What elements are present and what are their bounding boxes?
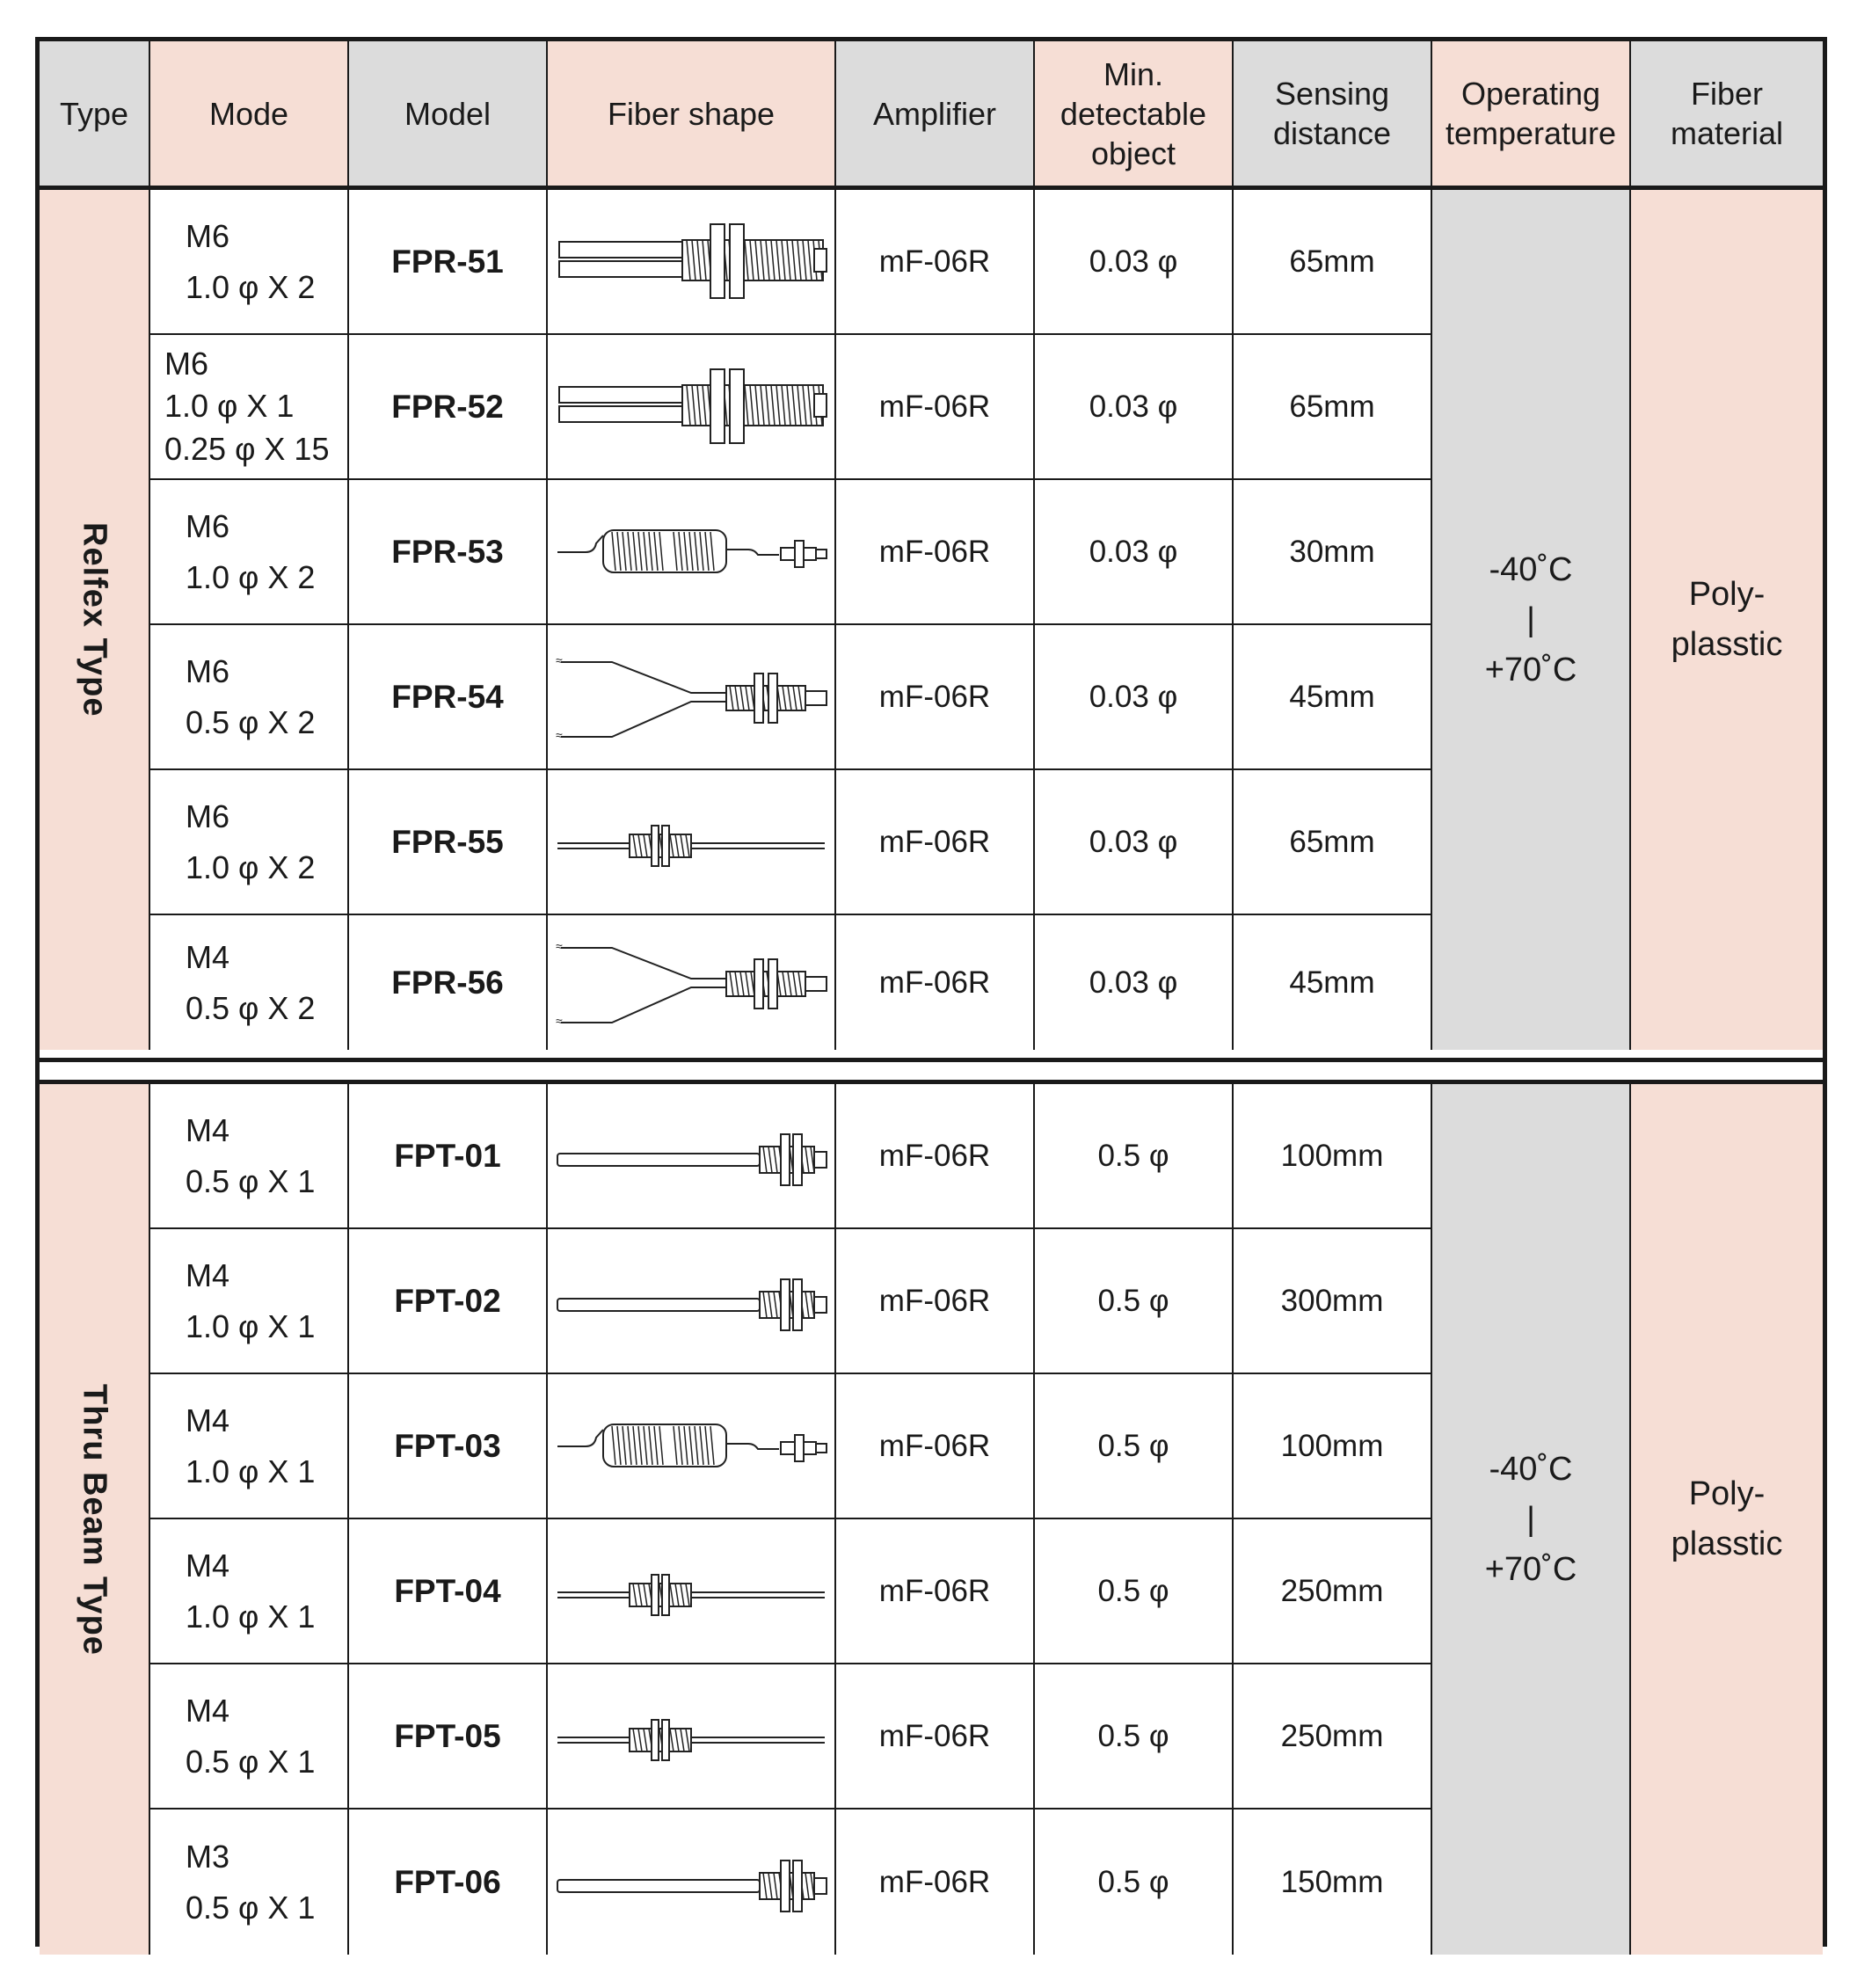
- fiber-shape-cell: [548, 1229, 836, 1374]
- header-fiber-shape-label: Fiber shape: [607, 95, 776, 132]
- mode-line: M6: [186, 797, 230, 834]
- amplifier-value: mF-06R: [878, 1283, 991, 1318]
- min-object-cell: [1035, 770, 1234, 915]
- model-number: FPT-02: [394, 1282, 501, 1319]
- model-number: FPR-56: [391, 964, 504, 1001]
- mode-line: 0.5 φ X 2: [186, 703, 316, 740]
- model-cell: [349, 190, 548, 335]
- min-object-value: 0.5 φ: [1097, 1428, 1169, 1463]
- header-operating-temperature: [1432, 41, 1631, 187]
- header-operating-line: temperature: [1445, 115, 1617, 151]
- mode-line: 1.0 φ X 1: [164, 388, 295, 425]
- mode-line: M6: [186, 217, 230, 254]
- fiber-shape-cell: [548, 335, 836, 480]
- mode-lines: [186, 1831, 315, 1933]
- mode-cell: [150, 1229, 349, 1374]
- header-fiber-shape: [548, 41, 836, 187]
- header-mode: [150, 41, 349, 187]
- svg-text:≈: ≈: [556, 727, 563, 742]
- min-object-value: 0.03 φ: [1089, 824, 1178, 859]
- model-number: FPT-04: [394, 1572, 501, 1609]
- amplifier-cell: [836, 1084, 1035, 1229]
- amplifier-value: mF-06R: [878, 824, 991, 859]
- sensing-distance-value: 65mm: [1289, 824, 1375, 859]
- amplifier-cell: [836, 625, 1035, 770]
- header-fiber-material: [1631, 41, 1823, 187]
- fiber-shape-cell: [548, 1810, 836, 1955]
- mode-cell: [150, 770, 349, 915]
- amplifier-value: mF-06R: [878, 1718, 991, 1753]
- min-object-value: 0.5 φ: [1097, 1573, 1169, 1608]
- min-object-value: 0.03 φ: [1089, 389, 1178, 424]
- amplifier-cell: [836, 1810, 1035, 1955]
- mode-line: 0.5 φ X 1: [186, 1162, 316, 1199]
- min-object-cell: [1035, 1810, 1234, 1955]
- sensing-distance-cell: [1234, 335, 1432, 480]
- header-min-object-line: object: [1090, 135, 1176, 171]
- min-object-cell: [1035, 1519, 1234, 1664]
- mode-lines: [186, 791, 315, 892]
- model-cell: [349, 625, 548, 770]
- amplifier-cell: [836, 480, 1035, 625]
- header-sensing-line: distance: [1272, 115, 1392, 151]
- min-object-value: 0.5 φ: [1097, 1718, 1169, 1753]
- amplifier-cell: [836, 770, 1035, 915]
- mode-line: M6: [164, 345, 209, 382]
- sensing-distance-cell: [1234, 1229, 1432, 1374]
- model-cell: [349, 1084, 548, 1229]
- operating-temperature-cell: [1432, 190, 1631, 1050]
- header-min-object-line: Min.: [1103, 55, 1163, 92]
- min-object-value: 0.03 φ: [1089, 965, 1178, 1000]
- amplifier-cell: [836, 190, 1035, 335]
- min-object-cell: [1035, 625, 1234, 770]
- fiber-material-line: plasstic: [1671, 626, 1783, 663]
- mode-lines: [186, 1395, 315, 1496]
- mode-lines: [186, 1540, 315, 1642]
- mode-line: 0.5 φ X 1: [186, 1889, 316, 1926]
- type-cell: [40, 190, 150, 1050]
- amplifier-cell: [836, 1374, 1035, 1519]
- header-sensing-line: Sensing: [1274, 76, 1390, 112]
- min-object-cell: [1035, 190, 1234, 335]
- sensing-distance-value: 45mm: [1289, 679, 1375, 714]
- model-number: FPT-05: [394, 1717, 501, 1754]
- amplifier-cell: [836, 1229, 1035, 1374]
- amplifier-cell: [836, 1664, 1035, 1810]
- fiber-material-line: Poly-: [1688, 576, 1766, 613]
- operating-temperature-cell: [1432, 1084, 1631, 1955]
- min-object-value: 0.5 φ: [1097, 1864, 1169, 1899]
- temperature-low: -40˚C: [1489, 550, 1573, 588]
- type-cell: [40, 1084, 150, 1955]
- model-number: FPT-01: [394, 1137, 501, 1174]
- amplifier-value: mF-06R: [878, 1573, 991, 1608]
- end-threaded-fiber-icon: [550, 1825, 832, 1940]
- mode-line: 0.5 φ X 2: [186, 989, 316, 1026]
- model-cell: [349, 1229, 548, 1374]
- mode-cell: [150, 190, 349, 335]
- header-fiber-material-line: Fiber: [1690, 76, 1764, 112]
- fiber-shape-cell: [548, 770, 836, 915]
- model-cell: [349, 1664, 548, 1810]
- mode-line: M4: [186, 1692, 230, 1729]
- mode-lines: [186, 1686, 315, 1787]
- fiber-material-cell: [1631, 190, 1823, 1050]
- amplifier-value: mF-06R: [878, 965, 991, 1000]
- model-cell: [349, 480, 548, 625]
- fiber-material-line: plasstic: [1671, 1526, 1783, 1562]
- mode-line: 1.0 φ X 2: [186, 558, 316, 595]
- mode-cell: [150, 1810, 349, 1955]
- mode-cell: [150, 1084, 349, 1229]
- header-mode-label: Mode: [208, 95, 289, 132]
- model-cell: [349, 1519, 548, 1664]
- min-object-cell: [1035, 1229, 1234, 1374]
- header-model-label: Model: [404, 95, 492, 132]
- amplifier-value: mF-06R: [878, 244, 991, 279]
- amplifier-cell: [836, 335, 1035, 480]
- temperature-separator: |: [1526, 1500, 1535, 1538]
- sensing-distance-cell: [1234, 480, 1432, 625]
- mode-cell: [150, 480, 349, 625]
- model-number: FPR-52: [391, 388, 504, 425]
- sensing-distance-value: 45mm: [1289, 965, 1375, 1000]
- header-amplifier: [836, 41, 1035, 187]
- model-number: FPR-55: [391, 823, 504, 860]
- svg-text:≈: ≈: [556, 1013, 563, 1028]
- min-object-cell: [1035, 1084, 1234, 1229]
- mode-lines: [186, 932, 315, 1033]
- svg-text:≈: ≈: [556, 938, 563, 953]
- amplifier-value: mF-06R: [878, 1864, 991, 1899]
- inline-threaded-fiber-icon: [550, 1534, 832, 1649]
- amplifier-cell: [836, 915, 1035, 1050]
- header-min-object-line: detectable: [1060, 95, 1207, 132]
- fiber-shape-cell: [548, 480, 836, 625]
- model-number: FPR-51: [391, 243, 504, 280]
- sensing-distance-value: 65mm: [1289, 389, 1375, 424]
- mode-line: M4: [186, 1402, 230, 1438]
- model-cell: [349, 335, 548, 480]
- mode-lines: [186, 646, 315, 747]
- amplifier-value: mF-06R: [878, 1428, 991, 1463]
- fiber-shape-cell: [548, 625, 836, 770]
- sensing-distance-cell: [1234, 1519, 1432, 1664]
- min-object-value: 0.5 φ: [1097, 1138, 1169, 1173]
- inline-threaded-fiber-icon: [550, 785, 832, 899]
- amplifier-cell: [836, 1519, 1035, 1664]
- mode-cell: [150, 1519, 349, 1664]
- fiber-material-cell: [1631, 1084, 1823, 1955]
- sensing-distance-value: 100mm: [1280, 1428, 1384, 1463]
- min-object-cell: [1035, 915, 1234, 1050]
- min-object-cell: [1035, 1664, 1234, 1810]
- header-min-object: [1035, 41, 1234, 187]
- fiber-shape-cell: [548, 915, 836, 1050]
- model-number: FPR-53: [391, 533, 504, 570]
- type-label: Thru Beam Type: [76, 1383, 113, 1656]
- sensing-distance-value: 250mm: [1280, 1718, 1384, 1753]
- min-object-value: 0.03 φ: [1089, 534, 1178, 569]
- sensing-distance-value: 65mm: [1289, 244, 1375, 279]
- sensing-distance-cell: [1234, 1810, 1432, 1955]
- mode-cell: [150, 1374, 349, 1519]
- mode-line: M4: [186, 1547, 230, 1584]
- sensing-distance-value: 30mm: [1289, 534, 1375, 569]
- model-number: FPT-03: [394, 1427, 501, 1464]
- split-fiber-probe-icon: [550, 926, 832, 1040]
- mode-lines: [186, 1105, 315, 1206]
- mode-cell: [150, 915, 349, 1050]
- mode-lines: [186, 1250, 315, 1351]
- fiber-shape-cell: [548, 1374, 836, 1519]
- temperature-high: +70˚C: [1484, 651, 1577, 688]
- mode-line: 1.0 φ X 2: [186, 848, 316, 885]
- min-object-cell: [1035, 335, 1234, 480]
- mode-line: M4: [186, 1111, 230, 1148]
- sensing-distance-cell: [1234, 190, 1432, 335]
- mode-lines: [186, 501, 315, 602]
- header-sensing-distance: [1234, 41, 1432, 187]
- sensing-distance-value: 300mm: [1280, 1283, 1384, 1318]
- temperature-separator: |: [1526, 601, 1535, 638]
- group-divider-top: [40, 1058, 1823, 1062]
- sensing-distance-cell: [1234, 1664, 1432, 1810]
- sensing-distance-cell: [1234, 1084, 1432, 1229]
- mode-line: 0.5 φ X 1: [186, 1743, 316, 1780]
- mode-line: M6: [186, 652, 230, 689]
- header-operating-line: Operating: [1460, 76, 1601, 112]
- mode-lines: [186, 211, 315, 312]
- coiled-fiber-icon: [550, 1389, 832, 1504]
- model-cell: [349, 770, 548, 915]
- fiber-sensor-spec-table: [35, 37, 1827, 1947]
- amplifier-value: mF-06R: [878, 679, 991, 714]
- mode-line: M4: [186, 1256, 230, 1293]
- amplifier-value: mF-06R: [878, 389, 991, 424]
- mode-line: 1.0 φ X 1: [186, 1307, 316, 1344]
- min-object-cell: [1035, 480, 1234, 625]
- model-cell: [349, 915, 548, 1050]
- coiled-fiber-icon: [550, 495, 832, 609]
- amplifier-value: mF-06R: [878, 1138, 991, 1173]
- mode-line: 1.0 φ X 1: [186, 1598, 316, 1635]
- min-object-value: 0.5 φ: [1097, 1283, 1169, 1318]
- threaded-reflex-probe-icon: [550, 205, 832, 319]
- mode-line: 1.0 φ X 1: [186, 1453, 316, 1489]
- split-fiber-probe-icon: [550, 640, 832, 754]
- header-fiber-material-line: material: [1670, 115, 1784, 151]
- mode-line: M6: [186, 507, 230, 544]
- type-label: Relfex Type: [76, 522, 113, 717]
- mode-cell: [150, 335, 349, 480]
- header-type: [40, 41, 150, 187]
- mode-line: M3: [186, 1838, 230, 1875]
- inline-threaded-fiber-icon: [550, 1679, 832, 1794]
- sensing-distance-cell: [1234, 1374, 1432, 1519]
- fiber-shape-cell: [548, 1519, 836, 1664]
- amplifier-value: mF-06R: [878, 534, 991, 569]
- mode-line: M4: [186, 938, 230, 975]
- mode-line: 0.25 φ X 15: [164, 430, 330, 467]
- min-object-value: 0.03 φ: [1089, 679, 1178, 714]
- mode-lines: [164, 343, 329, 471]
- svg-text:≈: ≈: [556, 652, 563, 667]
- model-cell: [349, 1374, 548, 1519]
- temperature-high: +70˚C: [1484, 1550, 1577, 1588]
- sensing-distance-value: 100mm: [1280, 1138, 1384, 1173]
- model-number: FPT-06: [394, 1863, 501, 1900]
- mode-cell: [150, 625, 349, 770]
- fiber-material-line: Poly-: [1688, 1475, 1766, 1512]
- min-object-cell: [1035, 1374, 1234, 1519]
- threaded-reflex-probe-icon: [550, 350, 832, 464]
- mode-line: 1.0 φ X 2: [186, 268, 316, 305]
- sensing-distance-value: 150mm: [1280, 1864, 1384, 1899]
- fiber-shape-cell: [548, 190, 836, 335]
- fiber-shape-cell: [548, 1084, 836, 1229]
- end-threaded-fiber-icon: [550, 1099, 832, 1213]
- sensing-distance-cell: [1234, 915, 1432, 1050]
- temperature-low: -40˚C: [1489, 1450, 1573, 1488]
- model-number: FPR-54: [391, 678, 504, 715]
- header-model: [349, 41, 548, 187]
- sensing-distance-cell: [1234, 770, 1432, 915]
- model-cell: [349, 1810, 548, 1955]
- sensing-distance-value: 250mm: [1280, 1573, 1384, 1608]
- end-threaded-fiber-icon: [550, 1244, 832, 1358]
- mode-cell: [150, 1664, 349, 1810]
- fiber-shape-cell: [548, 1664, 836, 1810]
- min-object-value: 0.03 φ: [1089, 244, 1178, 279]
- header-type-label: Type: [59, 95, 129, 132]
- sensing-distance-cell: [1234, 625, 1432, 770]
- header-amplifier-label: Amplifier: [872, 95, 997, 132]
